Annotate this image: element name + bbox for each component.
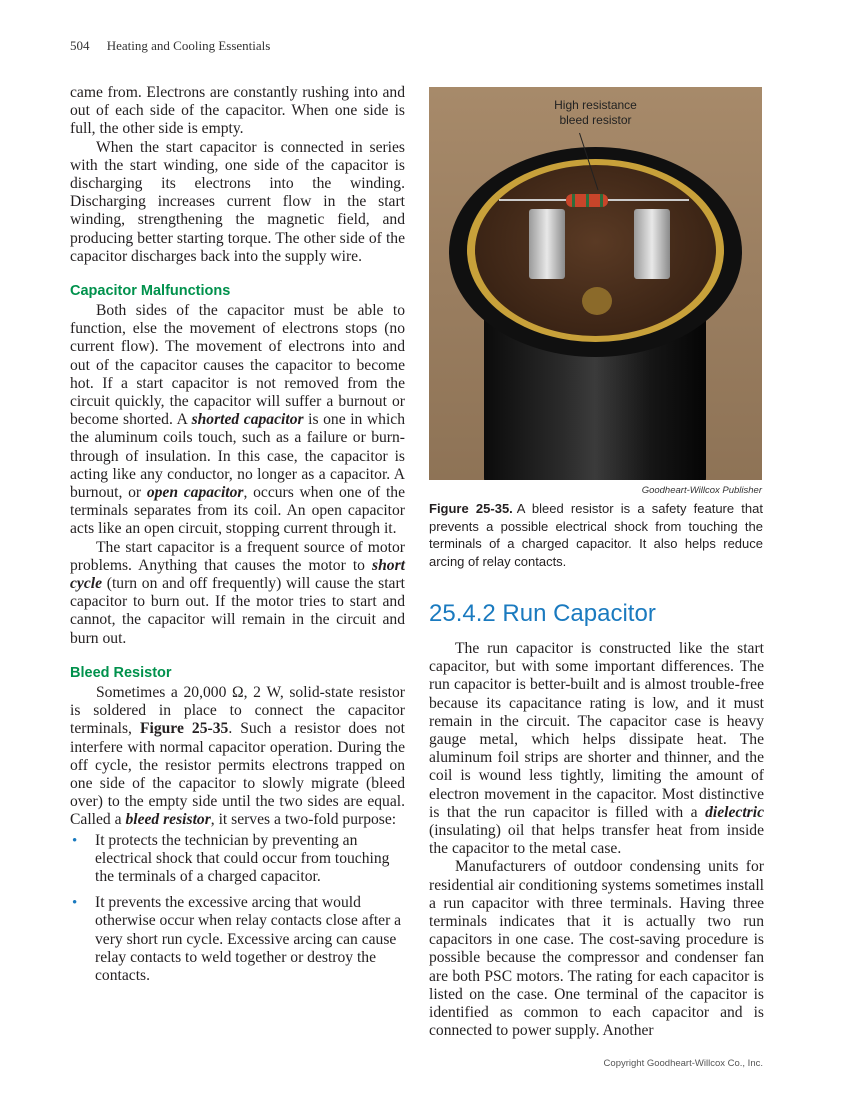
text: Sometimes a 20,000 Ω, 2 W, solid-state resistor is soldered in place to connect the capacitor terminals,	[70, 683, 405, 738]
term-shorted-capacitor: shorted capacitor	[191, 411, 304, 429]
paragraph: Manufacturers of outdoor condensing units for residential air conditioning systems sometimes install a run capacitor with three terminals. Having three terminals indicates that it is actually two run capacitors in one case. The cost-saving procedure is possible because the compressor and condenser fan are both PSC motors. The rating for each capacitor is listed on the case. One terminal of the capacitor is identified as common to each capacitor and is connected to power supply. Another	[429, 858, 764, 1040]
figure-caption	[429, 500, 763, 570]
photo-label-line: bleed resistor	[559, 113, 632, 127]
term-bleed-resistor: bleed resistor	[125, 811, 211, 829]
list-item	[70, 832, 405, 887]
photo-label-line: High resistance	[554, 98, 637, 112]
page-number: 504	[70, 38, 90, 53]
bleed-resistor	[566, 194, 608, 207]
term-open-capacitor: open capacitor	[146, 484, 244, 502]
term-short-cycle: short cycle	[70, 556, 405, 593]
paragraph: came from. Electrons are constantly rushing into and out of each side of the capacitor. When one side is full, the other side is empty.	[70, 84, 405, 138]
term-dielectric: dielectric	[705, 803, 764, 821]
paragraph	[70, 539, 405, 648]
caption-number: Figure 25-35.	[429, 501, 513, 516]
text: , it serves a two-fold purpose:	[210, 811, 397, 829]
list-item-text: It protects the technician by preventing an electrical shock that could occur from touching the terminals of a charged capacitor.	[95, 831, 390, 885]
list-item	[70, 894, 405, 985]
text: (insulating) oil that helps transfer heat from inside the capacitor to the metal case.	[429, 822, 764, 858]
terminal	[634, 209, 670, 279]
section-heading-capacitor-malfunctions: Capacitor Malfunctions	[70, 283, 231, 300]
paragraph	[70, 684, 405, 830]
paragraph	[70, 302, 405, 539]
text: The start capacitor is a frequent source of motor problems. Anything that causes the motor to	[70, 538, 405, 574]
section-heading-run-capacitor: 25.4.2 Run Capacitor	[429, 600, 656, 627]
text: Both sides of the capacitor must be able to function, else the movement of electrons stops (no current flow). The movement of electrons into and out of the capacitor causes the capacitor to become hot. If a start capacitor is not removed from the circuit quickly, the capacitor will suffer a burnout or become shorted. A	[70, 302, 405, 429]
capacitor-photo	[429, 87, 762, 480]
section-heading-bleed-resistor: Bleed Resistor	[70, 664, 172, 681]
text: The run capacitor is constructed like the start capacitor, but with some important differences. The run capacitor is better-built and is almost trouble-free because its capacitance rating is low, and it must remain in the circuit. The capacitor case is heavy gauge metal, which helps dissipate heat. The aluminum foil strips are shorter and thinner, and the coil is wound less tightly, limiting the amount of electron movement in the capacitor. Most distinctive is that the run capacitor is filled with a	[429, 640, 764, 821]
text: . Such a resistor does not interfere with normal capacitor operation. During the off cycle, the resistor permits electrons trapped on one side of the capacitor to slowly migrate (bleed over) to the empty side until the two sides are equal. Called a	[70, 720, 405, 829]
paragraph: When the start capacitor is connected in series with the start winding, one side of the capacitor is discharging its electrons into the winding. Discharging increases current flow in the start winding, strengthening the magnetic field, and producing better starting torque. The other side of the capacitor discharges back into the supply wire.	[70, 138, 405, 265]
text: is one in which the aluminum coils touch, such as a failure or burn-through of insulation. In this case, the capacitor is acting like any conductor, no longer as a capacitor. A burnout, or	[70, 411, 406, 502]
terminal	[529, 209, 565, 279]
caption-text: A bleed resistor is a safety feature that prevents a possible electrical shock from touching the terminals of a charged capacitor. It also helps reduce arcing of relay contacts.	[429, 501, 763, 569]
bullet-icon: •	[72, 832, 78, 849]
text: (turn on and off frequently) will cause the start capacitor to burn out. If the motor tries to start and cannot, the capacitor will remain in the circuit and burn out.	[70, 575, 405, 647]
bullet-icon: •	[72, 895, 78, 912]
paragraph	[429, 640, 764, 858]
text: , occurs when one of the terminals separates from its coil. An open capacitor acts like an open circuit, stopping current through it.	[70, 484, 405, 538]
capacitor-plug	[582, 287, 612, 315]
copyright-footer: Copyright Goodheart-Willcox Co., Inc.	[603, 1058, 763, 1069]
photo-credit: Goodheart-Willcox Publisher	[641, 485, 762, 496]
book-title: Heating and Cooling Essentials	[106, 38, 271, 53]
running-header	[70, 38, 270, 54]
bullet-list	[70, 832, 405, 986]
right-column	[429, 640, 764, 1040]
list-item-text: It prevents the excessive arcing that would otherwise occur when relay contacts close after a very short run cycle. Excessive arcing can cause relay contacts to weld together or destroy the contacts.	[95, 894, 402, 984]
left-column	[70, 84, 405, 993]
figure-reference[interactable]: Figure 25-35	[139, 720, 229, 738]
photo-label	[429, 98, 762, 128]
